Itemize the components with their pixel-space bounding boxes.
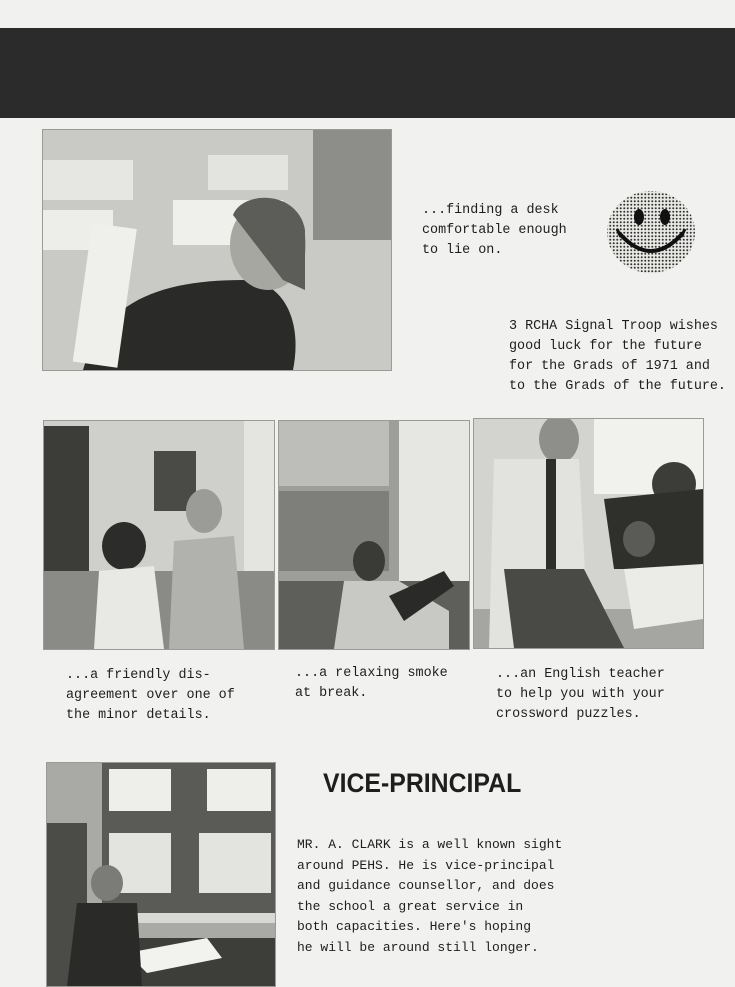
caption-relaxing-smoke: ...a relaxing smoke at break. bbox=[295, 666, 448, 701]
header-band bbox=[0, 28, 735, 118]
troop-message: 3 RCHA Signal Troop wishes good luck for the future for the Grads of 1971 and to the Grads of the future. bbox=[509, 319, 726, 394]
vice-principal-text: MR. A. CLARK is a well known sight around PEHS. He is vice-principal and guidance counsellor, and does the school a great service in both capacities. Here's hoping he will be around still longer. bbox=[297, 837, 563, 955]
caption-english-teacher: ...an English teacher to help you with your crossword puzzles. bbox=[496, 667, 665, 722]
photo-vice-principal bbox=[46, 762, 276, 987]
section-title: VICE-PRINCIPAL bbox=[323, 768, 522, 798]
caption-friendly-disagreement: ...a friendly dis- agreement over one of the minor details. bbox=[66, 668, 235, 723]
photo-friendly-disagreement bbox=[43, 420, 275, 650]
photo-english-teacher bbox=[473, 418, 704, 649]
photo-relaxing-smoke bbox=[278, 420, 470, 650]
top-caption: ...finding a desk comfortable enough to lie on. bbox=[422, 203, 567, 258]
smiley-face-icon bbox=[605, 189, 697, 275]
photo-student-on-desk bbox=[42, 129, 392, 371]
